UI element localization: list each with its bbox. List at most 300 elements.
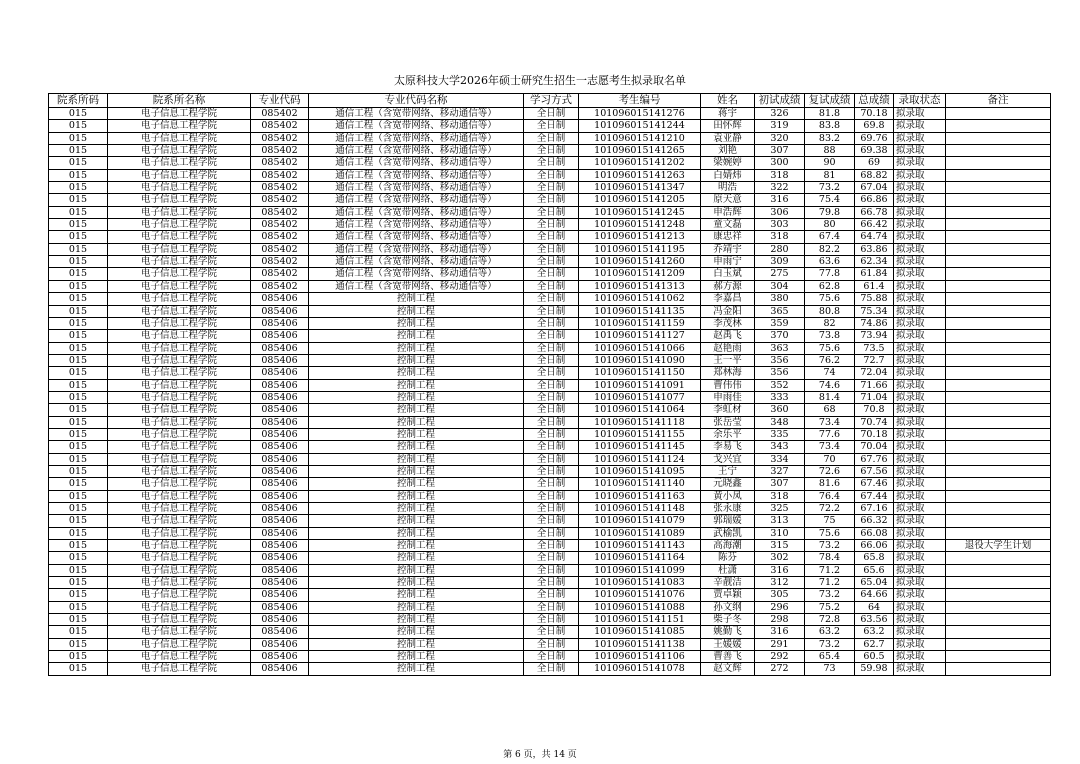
major-name-cell: 通信工程（含宽带网络、移动通信等） [309,108,524,120]
remark-cell [946,527,1051,539]
major-name-cell: 控制工程 [309,503,524,515]
dept-code-cell: 015 [49,515,108,527]
exam-id-cell: 101096015141151 [579,614,701,626]
exam-id-cell: 101096015141163 [579,490,701,502]
exam-id-cell: 101096015141127 [579,330,701,342]
exam-id-cell: 101096015141276 [579,108,701,120]
total-score-cell: 65.8 [855,552,894,564]
name-cell: 白婧炜 [701,169,755,181]
retest-score-cell: 71.2 [805,564,855,576]
exam-id-cell: 101096015141213 [579,231,701,243]
exam-id-cell: 101096015141106 [579,651,701,663]
remark-cell [946,391,1051,403]
total-score-cell: 71.66 [855,379,894,391]
major-code-cell: 085402 [251,219,309,231]
total-score-cell: 65.04 [855,577,894,589]
table-header [49,94,1051,108]
initial-score-cell: 327 [755,465,805,477]
initial-score-cell: 313 [755,515,805,527]
column-header: 学习方式 [524,94,579,108]
initial-score-cell: 310 [755,527,805,539]
dept-code-cell: 015 [49,330,108,342]
remark-cell [946,441,1051,453]
dept-code-cell: 015 [49,577,108,589]
dept-name-cell: 电子信息工程学院 [108,280,251,292]
major-code-cell: 085402 [251,268,309,280]
retest-score-cell: 73.4 [805,416,855,428]
table-row [49,132,1051,144]
dept-name-cell: 电子信息工程学院 [108,564,251,576]
remark-cell [946,663,1051,675]
remark-cell [946,219,1051,231]
total-score-cell: 70.18 [855,108,894,120]
major-name-cell: 控制工程 [309,527,524,539]
initial-score-cell: 298 [755,614,805,626]
table-row [49,379,1051,391]
name-cell: 申雨宁 [701,256,755,268]
remark-cell [946,145,1051,157]
remark-cell [946,182,1051,194]
remark-cell [946,342,1051,354]
total-score-cell: 74.86 [855,317,894,329]
total-score-cell: 67.16 [855,503,894,515]
study-mode-cell: 全日制 [524,256,579,268]
initial-score-cell: 320 [755,132,805,144]
initial-score-cell: 296 [755,601,805,613]
exam-id-cell: 101096015141124 [579,453,701,465]
exam-id-cell: 101096015141135 [579,305,701,317]
table-row [49,280,1051,292]
retest-score-cell: 68 [805,404,855,416]
column-header: 复试成绩 [805,94,855,108]
retest-score-cell: 73.2 [805,638,855,650]
remark-cell [946,206,1051,218]
name-cell: 袁亚静 [701,132,755,144]
status-cell: 拟录取 [894,540,946,552]
retest-score-cell: 81.8 [805,108,855,120]
status-cell: 拟录取 [894,194,946,206]
status-cell: 拟录取 [894,478,946,490]
major-name-cell: 通信工程（含宽带网络、移动通信等） [309,268,524,280]
major-code-cell: 085406 [251,490,309,502]
dept-name-cell: 电子信息工程学院 [108,441,251,453]
remark-cell [946,157,1051,169]
major-name-cell: 通信工程（含宽带网络、移动通信等） [309,145,524,157]
name-cell: 黄小凤 [701,490,755,502]
dept-name-cell: 电子信息工程学院 [108,342,251,354]
study-mode-cell: 全日制 [524,465,579,477]
document-title: 太原科技大学2026年硕士研究生招生一志愿考生拟录取名单 [394,74,686,87]
retest-score-cell: 81.6 [805,478,855,490]
retest-score-cell: 80 [805,219,855,231]
status-cell: 拟录取 [894,404,946,416]
major-code-cell: 085406 [251,453,309,465]
initial-score-cell: 326 [755,108,805,120]
status-cell: 拟录取 [894,243,946,255]
exam-id-cell: 101096015141095 [579,465,701,477]
retest-score-cell: 81.4 [805,391,855,403]
study-mode-cell: 全日制 [524,293,579,305]
exam-id-cell: 101096015141078 [579,663,701,675]
table-row [49,651,1051,663]
dept-name-cell: 电子信息工程学院 [108,540,251,552]
exam-id-cell: 101096015141148 [579,503,701,515]
dept-name-cell: 电子信息工程学院 [108,120,251,132]
status-cell: 拟录取 [894,441,946,453]
initial-score-cell: 356 [755,367,805,379]
status-cell: 拟录取 [894,453,946,465]
dept-name-cell: 电子信息工程学院 [108,601,251,613]
major-name-cell: 控制工程 [309,601,524,613]
major-name-cell: 控制工程 [309,317,524,329]
admission-table [48,93,1051,676]
dept-code-cell: 015 [49,626,108,638]
dept-code-cell: 015 [49,379,108,391]
dept-code-cell: 015 [49,157,108,169]
initial-score-cell: 343 [755,441,805,453]
table-row [49,391,1051,403]
retest-score-cell: 71.2 [805,577,855,589]
major-code-cell: 085402 [251,182,309,194]
initial-score-cell: 318 [755,231,805,243]
dept-code-cell: 015 [49,293,108,305]
dept-code-cell: 015 [49,391,108,403]
study-mode-cell: 全日制 [524,243,579,255]
initial-score-cell: 306 [755,206,805,218]
major-name-cell: 控制工程 [309,416,524,428]
study-mode-cell: 全日制 [524,305,579,317]
initial-score-cell: 280 [755,243,805,255]
status-cell: 拟录取 [894,663,946,675]
initial-score-cell: 309 [755,256,805,268]
exam-id-cell: 101096015141159 [579,317,701,329]
table-row [49,552,1051,564]
remark-cell [946,589,1051,601]
exam-id-cell: 101096015141145 [579,441,701,453]
major-code-cell: 085406 [251,515,309,527]
total-score-cell: 67.56 [855,465,894,477]
major-code-cell: 085406 [251,638,309,650]
status-cell: 拟录取 [894,614,946,626]
retest-score-cell: 77.8 [805,268,855,280]
major-name-cell: 控制工程 [309,428,524,440]
table-row [49,108,1051,120]
exam-id-cell: 101096015141260 [579,256,701,268]
table-row [49,169,1051,181]
dept-code-cell: 015 [49,132,108,144]
exam-id-cell: 101096015141164 [579,552,701,564]
retest-score-cell: 73.4 [805,441,855,453]
major-code-cell: 085406 [251,626,309,638]
exam-id-cell: 101096015141347 [579,182,701,194]
major-code-cell: 085406 [251,354,309,366]
study-mode-cell: 全日制 [524,453,579,465]
retest-score-cell: 75.2 [805,601,855,613]
study-mode-cell: 全日制 [524,231,579,243]
study-mode-cell: 全日制 [524,638,579,650]
status-cell: 拟录取 [894,231,946,243]
major-code-cell: 085402 [251,280,309,292]
initial-score-cell: 365 [755,305,805,317]
initial-score-cell: 359 [755,317,805,329]
name-cell: 梁婉婷 [701,157,755,169]
major-name-cell: 控制工程 [309,515,524,527]
dept-name-cell: 电子信息工程学院 [108,157,251,169]
exam-id-cell: 101096015141248 [579,219,701,231]
dept-name-cell: 电子信息工程学院 [108,589,251,601]
total-score-cell: 69 [855,157,894,169]
total-score-cell: 75.34 [855,305,894,317]
remark-cell [946,490,1051,502]
dept-code-cell: 015 [49,268,108,280]
status-cell: 拟录取 [894,268,946,280]
exam-id-cell: 101096015141083 [579,577,701,589]
initial-score-cell: 307 [755,145,805,157]
status-cell: 拟录取 [894,317,946,329]
name-cell: 郝方源 [701,280,755,292]
remark-cell [946,280,1051,292]
total-score-cell: 65.6 [855,564,894,576]
major-name-cell: 通信工程（含宽带网络、移动通信等） [309,157,524,169]
table-row [49,601,1051,613]
name-cell: 孙文纲 [701,601,755,613]
remark-cell [946,132,1051,144]
major-name-cell: 控制工程 [309,293,524,305]
retest-score-cell: 72.6 [805,465,855,477]
status-cell: 拟录取 [894,169,946,181]
major-code-cell: 085406 [251,503,309,515]
name-cell: 王一平 [701,354,755,366]
major-code-cell: 085406 [251,540,309,552]
name-cell: 戈兴宜 [701,453,755,465]
dept-code-cell: 015 [49,342,108,354]
dept-code-cell: 015 [49,169,108,181]
name-cell: 王宁 [701,465,755,477]
dept-name-cell: 电子信息工程学院 [108,305,251,317]
name-cell: 郑林海 [701,367,755,379]
study-mode-cell: 全日制 [524,206,579,218]
initial-score-cell: 333 [755,391,805,403]
table-row [49,527,1051,539]
major-name-cell: 控制工程 [309,367,524,379]
study-mode-cell: 全日制 [524,108,579,120]
retest-score-cell: 67.4 [805,231,855,243]
major-code-cell: 085406 [251,614,309,626]
table-row [49,416,1051,428]
table-row [49,441,1051,453]
major-name-cell: 控制工程 [309,441,524,453]
major-name-cell: 控制工程 [309,490,524,502]
name-cell: 赵艳雨 [701,342,755,354]
status-cell: 拟录取 [894,108,946,120]
exam-id-cell: 101096015141085 [579,626,701,638]
dept-code-cell: 015 [49,206,108,218]
retest-score-cell: 75.6 [805,342,855,354]
total-score-cell: 67.44 [855,490,894,502]
retest-score-cell: 75 [805,515,855,527]
dept-code-cell: 015 [49,441,108,453]
total-score-cell: 66.06 [855,540,894,552]
major-code-cell: 085406 [251,589,309,601]
table-row [49,305,1051,317]
remark-cell [946,194,1051,206]
dept-code-cell: 015 [49,453,108,465]
total-score-cell: 73.5 [855,342,894,354]
initial-score-cell: 380 [755,293,805,305]
name-cell: 柴子冬 [701,614,755,626]
table-row [49,268,1051,280]
retest-score-cell: 75.4 [805,194,855,206]
table-row [49,638,1051,650]
table-row [49,478,1051,490]
dept-name-cell: 电子信息工程学院 [108,354,251,366]
major-name-cell: 控制工程 [309,354,524,366]
exam-id-cell: 101096015141265 [579,145,701,157]
retest-score-cell: 76.2 [805,354,855,366]
name-cell: 郭瑞媛 [701,515,755,527]
dept-name-cell: 电子信息工程学院 [108,490,251,502]
column-header: 录取状态 [894,94,946,108]
exam-id-cell: 101096015141202 [579,157,701,169]
name-cell: 张岳莹 [701,416,755,428]
major-code-cell: 085406 [251,441,309,453]
dept-code-cell: 015 [49,614,108,626]
study-mode-cell: 全日制 [524,651,579,663]
total-score-cell: 63.56 [855,614,894,626]
table-row [49,206,1051,218]
study-mode-cell: 全日制 [524,589,579,601]
major-code-cell: 085406 [251,293,309,305]
exam-id-cell: 101096015141064 [579,404,701,416]
dept-name-cell: 电子信息工程学院 [108,638,251,650]
retest-score-cell: 73 [805,663,855,675]
column-header: 专业代码 [251,94,309,108]
dept-code-cell: 015 [49,651,108,663]
table-row [49,120,1051,132]
column-header: 姓名 [701,94,755,108]
total-score-cell: 72.04 [855,367,894,379]
name-cell: 康忠祥 [701,231,755,243]
major-name-cell: 控制工程 [309,404,524,416]
study-mode-cell: 全日制 [524,441,579,453]
initial-score-cell: 291 [755,638,805,650]
retest-score-cell: 73.2 [805,540,855,552]
major-name-cell: 控制工程 [309,478,524,490]
retest-score-cell: 72.8 [805,614,855,626]
initial-score-cell: 300 [755,157,805,169]
study-mode-cell: 全日制 [524,601,579,613]
study-mode-cell: 全日制 [524,330,579,342]
study-mode-cell: 全日制 [524,169,579,181]
study-mode-cell: 全日制 [524,194,579,206]
total-score-cell: 72.7 [855,354,894,366]
dept-code-cell: 015 [49,280,108,292]
table-row [49,367,1051,379]
total-score-cell: 59.98 [855,663,894,675]
dept-code-cell: 015 [49,194,108,206]
retest-score-cell: 76.4 [805,490,855,502]
remark-cell [946,317,1051,329]
major-name-cell: 通信工程（含宽带网络、移动通信等） [309,182,524,194]
major-code-cell: 085406 [251,552,309,564]
status-cell: 拟录取 [894,428,946,440]
total-score-cell: 66.32 [855,515,894,527]
remark-cell [946,577,1051,589]
major-name-cell: 控制工程 [309,379,524,391]
table-row [49,515,1051,527]
major-code-cell: 085402 [251,132,309,144]
status-cell: 拟录取 [894,182,946,194]
study-mode-cell: 全日制 [524,515,579,527]
total-score-cell: 63.2 [855,626,894,638]
study-mode-cell: 全日制 [524,540,579,552]
dept-code-cell: 015 [49,243,108,255]
major-name-cell: 通信工程（含宽带网络、移动通信等） [309,206,524,218]
retest-score-cell: 63.2 [805,626,855,638]
exam-id-cell: 101096015141066 [579,342,701,354]
table-row [49,540,1051,552]
remark-cell [946,231,1051,243]
major-code-cell: 085406 [251,478,309,490]
remark-cell [946,614,1051,626]
table-row [49,243,1051,255]
status-cell: 拟录取 [894,465,946,477]
dept-name-cell: 电子信息工程学院 [108,515,251,527]
study-mode-cell: 全日制 [524,614,579,626]
major-code-cell: 085406 [251,391,309,403]
study-mode-cell: 全日制 [524,342,579,354]
dept-code-cell: 015 [49,256,108,268]
table-row [49,577,1051,589]
remark-cell [946,120,1051,132]
status-cell: 拟录取 [894,342,946,354]
table-row [49,490,1051,502]
total-score-cell: 62.34 [855,256,894,268]
major-code-cell: 085406 [251,663,309,675]
dept-name-cell: 电子信息工程学院 [108,268,251,280]
status-cell: 拟录取 [894,367,946,379]
initial-score-cell: 348 [755,416,805,428]
retest-score-cell: 82 [805,317,855,329]
study-mode-cell: 全日制 [524,503,579,515]
table-row [49,330,1051,342]
initial-score-cell: 318 [755,169,805,181]
status-cell: 拟录取 [894,256,946,268]
total-score-cell: 66.78 [855,206,894,218]
retest-score-cell: 70 [805,453,855,465]
table-row [49,428,1051,440]
dept-name-cell: 电子信息工程学院 [108,663,251,675]
major-name-cell: 控制工程 [309,552,524,564]
dept-name-cell: 电子信息工程学院 [108,614,251,626]
remark-cell [946,515,1051,527]
name-cell: 李嘉昌 [701,293,755,305]
remark-cell [946,354,1051,366]
initial-score-cell: 312 [755,577,805,589]
major-code-cell: 085406 [251,564,309,576]
dept-code-cell: 015 [49,219,108,231]
remark-cell [946,108,1051,120]
name-cell: 刘艳 [701,145,755,157]
table-row [49,317,1051,329]
dept-code-cell: 015 [49,663,108,675]
major-name-cell: 控制工程 [309,663,524,675]
status-cell: 拟录取 [894,145,946,157]
total-score-cell: 64.74 [855,231,894,243]
status-cell: 拟录取 [894,503,946,515]
study-mode-cell: 全日制 [524,391,579,403]
dept-code-cell: 015 [49,305,108,317]
